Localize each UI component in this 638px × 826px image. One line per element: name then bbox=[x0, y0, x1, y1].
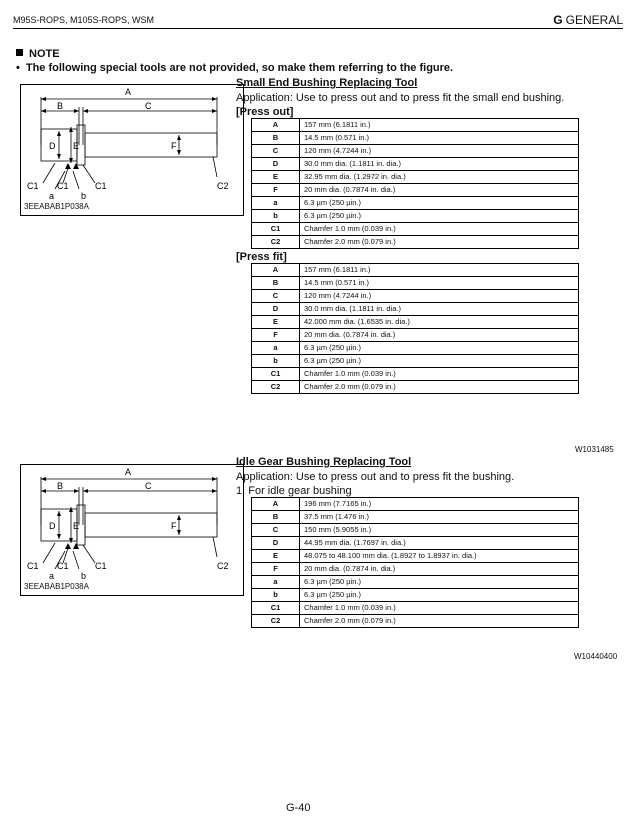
table-row bbox=[252, 210, 579, 223]
dim-f-label: F bbox=[171, 521, 177, 531]
spec-key: C bbox=[252, 524, 300, 537]
small-end-bushing-tool-figure bbox=[20, 84, 244, 216]
spec-key: D bbox=[252, 158, 300, 171]
press-fit-label: [Press fit] bbox=[236, 251, 287, 263]
spec-key: D bbox=[252, 537, 300, 550]
spec-value: 20 mm dia. (0.7874 in. dia.) bbox=[300, 563, 579, 576]
table-row bbox=[252, 236, 579, 249]
spec-value: 30.0 mm dia. (1.1811 in. dia.) bbox=[300, 303, 579, 316]
table-row bbox=[252, 511, 579, 524]
spec-value: Chamfer 2.0 mm (0.079 in.) bbox=[300, 615, 579, 628]
spec-key: a bbox=[252, 342, 300, 355]
spec-key: A bbox=[252, 264, 300, 277]
spec-key: C2 bbox=[252, 236, 300, 249]
spec-key: a bbox=[252, 576, 300, 589]
dim-e-label: E bbox=[73, 141, 80, 151]
note-heading bbox=[16, 48, 60, 60]
spec-key: C bbox=[252, 145, 300, 158]
spec-key: A bbox=[252, 498, 300, 511]
table-row bbox=[252, 355, 579, 368]
table-row bbox=[252, 329, 579, 342]
spec-value: 196 mm (7.7165 in.) bbox=[300, 498, 579, 511]
table-row bbox=[252, 303, 579, 316]
chamfer-c1-label: C1 bbox=[27, 561, 39, 571]
table-row bbox=[252, 132, 579, 145]
spec-value: 120 mm (4.7244 in.) bbox=[300, 145, 579, 158]
spec-value: 6.3 µm (250 µin.) bbox=[300, 355, 579, 368]
spec-key: b bbox=[252, 589, 300, 602]
table-row bbox=[252, 197, 579, 210]
chamfer-c1c-label: C1 bbox=[95, 181, 107, 191]
table-row bbox=[252, 184, 579, 197]
item-text: 1. For idle gear bushing bbox=[236, 485, 352, 497]
table-row bbox=[252, 524, 579, 537]
table-row bbox=[252, 277, 579, 290]
reference-code: W1031485 bbox=[575, 445, 614, 454]
spec-value: 20 mm dia. (0.7874 in. dia.) bbox=[300, 184, 579, 197]
page-number: G-40 bbox=[286, 802, 311, 814]
figure-code: 3EEABAB1P038A bbox=[24, 582, 89, 591]
spec-value: Chamfer 2.0 mm (0.079 in.) bbox=[300, 381, 579, 394]
square-bullet-icon bbox=[16, 49, 23, 56]
spec-key: C2 bbox=[252, 615, 300, 628]
table-row bbox=[252, 615, 579, 628]
idle-gear-bushing-section bbox=[236, 456, 579, 628]
chamfer-c1c-label: C1 bbox=[95, 561, 107, 571]
header-section bbox=[553, 13, 623, 27]
spec-value: Chamfer 1.0 mm (0.039 in.) bbox=[300, 223, 579, 236]
surface-b-label: b bbox=[81, 571, 87, 581]
table-row bbox=[252, 119, 579, 132]
press-out-spec-table bbox=[251, 118, 579, 249]
table-row bbox=[252, 342, 579, 355]
header-model: M95S-ROPS, M105S-ROPS, WSM bbox=[13, 15, 155, 25]
spec-value: 14.5 mm (0.571 in.) bbox=[300, 132, 579, 145]
page-header bbox=[13, 8, 623, 29]
table-row bbox=[252, 602, 579, 615]
chamfer-c1b-label: C1 bbox=[57, 181, 69, 191]
dim-b-label: B bbox=[57, 101, 64, 111]
spec-value: 150 mm (5.9055 in.) bbox=[300, 524, 579, 537]
spec-key: B bbox=[252, 511, 300, 524]
table-row bbox=[252, 550, 579, 563]
table-row bbox=[252, 290, 579, 303]
spec-value: 6.3 µm (250 µin.) bbox=[300, 210, 579, 223]
table-row bbox=[252, 498, 579, 511]
table-row bbox=[252, 589, 579, 602]
spec-value: 44.95 mm dia. (1.7697 in. dia.) bbox=[300, 537, 579, 550]
dim-d-label: D bbox=[49, 141, 56, 151]
chamfer-c1-label: C1 bbox=[27, 181, 39, 191]
spec-value: 20 mm dia. (0.7874 in. dia.) bbox=[300, 329, 579, 342]
surface-b-label: b bbox=[81, 191, 87, 201]
spec-value: 6.3 µm (250 µin.) bbox=[300, 342, 579, 355]
idle-gear-bushing-tool-figure bbox=[20, 464, 244, 596]
spec-value: 37.5 mm (1.476 in.) bbox=[300, 511, 579, 524]
spec-key: F bbox=[252, 329, 300, 342]
bullet-icon: • bbox=[16, 62, 20, 74]
spec-key: B bbox=[252, 277, 300, 290]
spec-key: b bbox=[252, 210, 300, 223]
spec-value: 6.3 µm (250 µin.) bbox=[300, 197, 579, 210]
dim-f-label: F bbox=[171, 141, 177, 151]
reference-code: W10440400 bbox=[574, 652, 618, 661]
section-title: Idle Gear Bushing Replacing Tool bbox=[236, 456, 412, 468]
spec-key: B bbox=[252, 132, 300, 145]
spec-value: 42.000 mm dia. (1.6535 in. dia.) bbox=[300, 316, 579, 329]
spec-key: C1 bbox=[252, 368, 300, 381]
chamfer-c2-label: C2 bbox=[217, 561, 229, 571]
section-title: Small End Bushing Replacing Tool bbox=[236, 77, 418, 89]
press-out-label: [Press out] bbox=[236, 106, 294, 118]
application-text: Application: Use to press out and to press fit the small end bushing. bbox=[236, 92, 565, 104]
surface-a-label: a bbox=[49, 191, 55, 201]
table-row bbox=[252, 158, 579, 171]
spec-value: 48.075 to 48.100 mm dia. (1.8927 to 1.8937 in. dia.) bbox=[300, 550, 579, 563]
note-text-line bbox=[16, 62, 453, 74]
spec-key: E bbox=[252, 550, 300, 563]
spec-key: b bbox=[252, 355, 300, 368]
spec-key: F bbox=[252, 184, 300, 197]
header-section-letter: G bbox=[553, 13, 563, 27]
table-row bbox=[252, 316, 579, 329]
note-title: NOTE bbox=[29, 48, 60, 60]
spec-value: Chamfer 1.0 mm (0.039 in.) bbox=[300, 602, 579, 615]
table-row bbox=[252, 563, 579, 576]
table-row bbox=[252, 537, 579, 550]
chamfer-c1b-label: C1 bbox=[57, 561, 69, 571]
table-row bbox=[252, 264, 579, 277]
spec-value: 157 mm (6.1811 in.) bbox=[300, 264, 579, 277]
tool-drawing-1 bbox=[21, 85, 243, 215]
spec-value: 30.0 mm dia. (1.1811 in. dia.) bbox=[300, 158, 579, 171]
spec-key: C2 bbox=[252, 381, 300, 394]
spec-key: C bbox=[252, 290, 300, 303]
spec-value: 32.95 mm dia. (1.2972 in. dia.) bbox=[300, 171, 579, 184]
spec-value: 14.5 mm (0.571 in.) bbox=[300, 277, 579, 290]
application-text: Application: Use to press out and to press fit the bushing. bbox=[236, 471, 515, 483]
dim-e-label: E bbox=[73, 521, 80, 531]
spec-key: F bbox=[252, 563, 300, 576]
spec-key: C1 bbox=[252, 223, 300, 236]
chamfer-c2-label: C2 bbox=[217, 181, 229, 191]
note-text: The following special tools are not provided, so make them referring to the figure. bbox=[25, 62, 454, 74]
table-row bbox=[252, 145, 579, 158]
spec-value: 6.3 µm (250 µin.) bbox=[300, 589, 579, 602]
spec-key: D bbox=[252, 303, 300, 316]
tool-drawing-2 bbox=[21, 465, 243, 595]
spec-key: E bbox=[252, 316, 300, 329]
spec-key: C1 bbox=[252, 602, 300, 615]
dim-a-label: A bbox=[125, 87, 132, 97]
small-end-bushing-section bbox=[236, 77, 579, 394]
dim-b-label: B bbox=[57, 481, 64, 491]
spec-key: A bbox=[252, 119, 300, 132]
dim-c-label: C bbox=[145, 481, 152, 491]
header-section-word: GENERAL bbox=[565, 13, 623, 27]
spec-key: E bbox=[252, 171, 300, 184]
spec-key: a bbox=[252, 197, 300, 210]
surface-a-label: a bbox=[49, 571, 55, 581]
spec-value: 120 mm (4.7244 in.) bbox=[300, 290, 579, 303]
press-fit-spec-table bbox=[251, 263, 579, 394]
table-row bbox=[252, 381, 579, 394]
table-row bbox=[252, 223, 579, 236]
table-row bbox=[252, 576, 579, 589]
idle-gear-spec-table bbox=[251, 497, 579, 628]
spec-value: 6.3 µm (250 µin.) bbox=[300, 576, 579, 589]
spec-value: Chamfer 2.0 mm (0.079 in.) bbox=[300, 236, 579, 249]
table-row bbox=[252, 368, 579, 381]
dim-a-label: A bbox=[125, 467, 132, 477]
spec-value: 157 mm (6.1811 in.) bbox=[300, 119, 579, 132]
dim-c-label: C bbox=[145, 101, 152, 111]
dim-d-label: D bbox=[49, 521, 56, 531]
figure-code: 3EEABAB1P038A bbox=[24, 202, 89, 211]
spec-value: Chamfer 1.0 mm (0.039 in.) bbox=[300, 368, 579, 381]
table-row bbox=[252, 171, 579, 184]
